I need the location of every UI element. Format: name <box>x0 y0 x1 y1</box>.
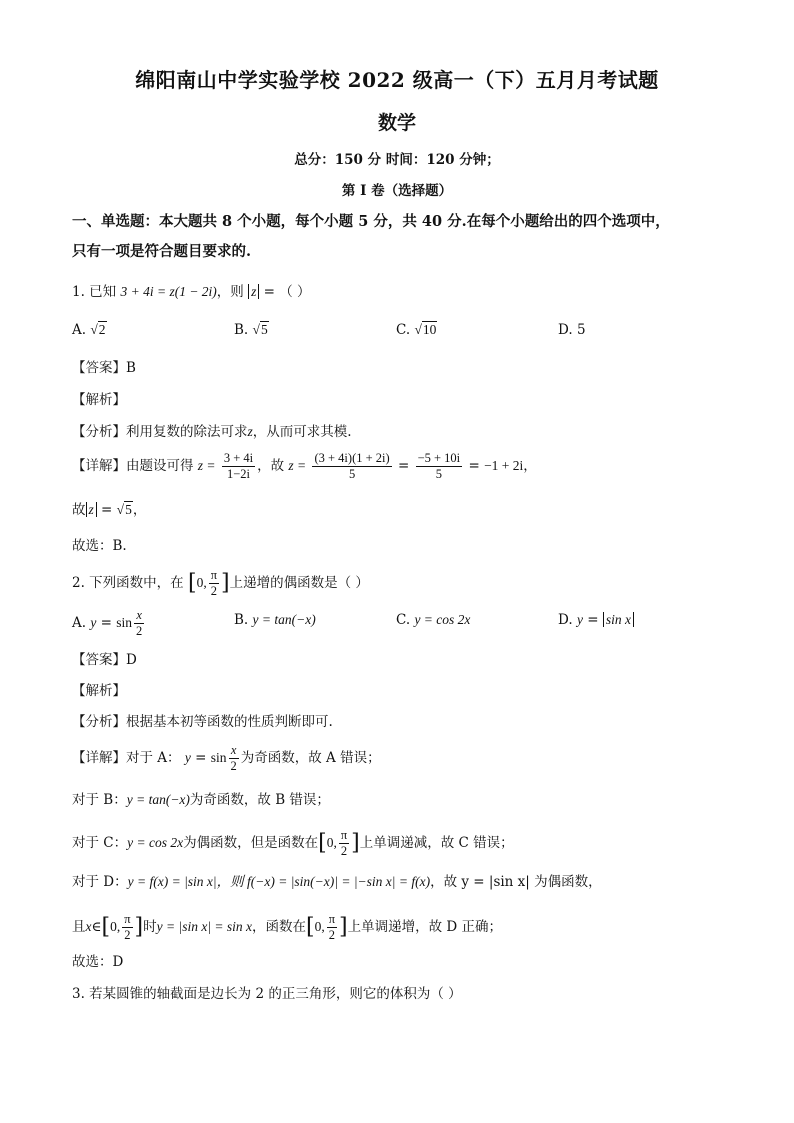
volume-title: 第 I 卷（选择题） <box>341 183 453 199</box>
q1-answer: 【答案】B <box>72 360 136 376</box>
q2-conclusion: 故选：D <box>72 954 124 970</box>
q2-detail-d2: 且x∈[0, $\frac{\pi}{2}$ ]时y = |sin x| = sin x，函数在[0, $\frac{\pi}{2}$ ]上单调递增，故 D 正确； <box>72 912 503 942</box>
q2-analysis-heading: 【解析】 <box>72 683 126 699</box>
q2-detail-d: 对于 D：y = f(x) = |sin x|，则 f(−x) = |sin(−x)| = |−sin x| = f(x)，故 y = |sin x| 为偶函数， <box>72 874 602 890</box>
exam-title: 绵阳南山中学实验学校 2022 级高一（下）五月月考试题 <box>135 68 659 92</box>
section-instruction-line2: 只有一项是符合题目要求的. <box>72 243 252 260</box>
q2-option-d: D. y = sin x <box>558 612 634 628</box>
subject-title: 数学 <box>377 112 416 134</box>
q2-fenxi: 【分析】根据基本初等函数的性质判断即可. <box>72 714 333 730</box>
question-3-stem: 3. 若某圆锥的轴截面是边长为 2 的正三角形，则它的体积为（ ） <box>72 986 462 1002</box>
q1-abs-z: z <box>248 284 259 299</box>
q1-fenxi: 【分析】利用复数的除法可求z，从而可求其模. <box>72 424 352 440</box>
q2-detail-b: 对于 B：y = tan(−x)为奇函数，故 B 错误； <box>72 792 330 808</box>
q1-option-c: C. √10 <box>396 322 437 338</box>
q1-equation: 3 + 4i = z(1 − 2i) <box>120 284 217 299</box>
q2-answer: 【答案】D <box>72 652 137 668</box>
q1-analysis-heading: 【解析】 <box>72 392 126 408</box>
q1-option-b: B. √5 <box>234 322 268 338</box>
q2-detail-c: 对于 C：y = cos 2x为偶函数，但是函数在[0, $\frac{\pi}{2}$ ]上单调递减，故 C 错误； <box>72 828 514 858</box>
exam-meta: 总分：150 分 时间：120 分钟； <box>294 152 500 168</box>
q1-option-d: D. 5 <box>558 322 586 338</box>
section-instruction-line1: 一、单选题：本大题共 8 个小题，每个小题 5 分，共 40 分.在每个小题给出的四个选项中， <box>72 213 670 230</box>
q2-option-a: A. y = sin $\frac{x}{2}$ <box>72 608 143 638</box>
q2-option-b: B. y = tan(−x) <box>234 612 316 628</box>
q1-option-a: A. √2 <box>72 322 106 338</box>
question-2-stem: 2. 下列函数中，在 [0, $\frac{\pi}{2}$ ]上递增的偶函数是（ ） <box>72 568 369 598</box>
q1-conclusion: 故选：B. <box>72 538 127 554</box>
question-1-stem: 1. 已知 3 + 4i = z(1 − 2i)，则 z = （ ） <box>72 284 311 300</box>
q2-option-c: C. y = cos 2x <box>396 612 471 628</box>
q2-detail-a: 【详解】对于 A： y = sin $\frac{x}{2}$ 为奇函数，故 A 错误； <box>72 743 381 773</box>
q1-modulus: 故 z = √5， <box>72 502 147 518</box>
q1-detail: 【详解】由题设可得 z = $\frac{3 + 4i}{1-2i}$ ，故 z = $\frac{(3 + 4i)(1 + 2i)}{5}$ = $\frac{-5 + 10i}{5}$ = −1 + 2i， <box>72 451 537 481</box>
